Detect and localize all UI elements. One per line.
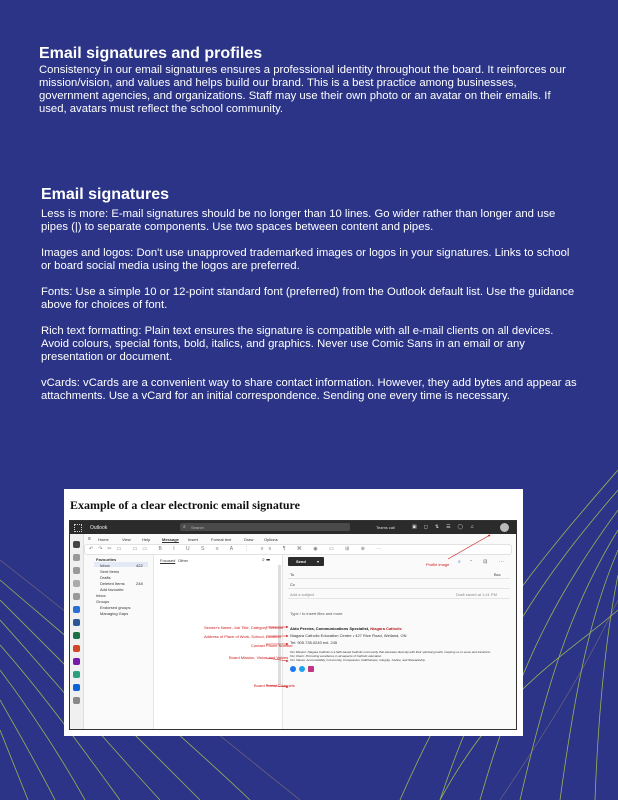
ribbon-command-icons: ↶↷✂▭ ▭▭ B I U S ≡ A ⋮ ≡≡ ¶ ⌘ ◉ ▭ ⊞ ⊕ ⋯: [89, 546, 387, 552]
tab-draw[interactable]: Draw: [244, 537, 254, 542]
signature-guidelines: [41, 208, 581, 416]
section-title-signatures: Email signatures: [41, 186, 170, 203]
signature-address: Niagara Catholic Education Centre • 427 Rice Road, Welland, ON: [290, 633, 407, 638]
tab-message[interactable]: Message: [162, 537, 179, 542]
body-placeholder[interactable]: Type / to insert files and more: [290, 611, 343, 616]
example-title: Example of a clear electronic email signature: [70, 498, 300, 512]
annotation-address: Address of Place of Work, School, Location: [204, 634, 281, 639]
zoom-icon[interactable]: ⌕: [458, 559, 461, 565]
annotation-social: Board Social Channels: [254, 683, 295, 688]
guideline-vcards: vCards: vCards are a convenient way to share contact information. However, they add bytes and appear as attachments. Use a vCard for an initial correspondence. Sending one every time is necessary.: [41, 377, 577, 402]
profiles-body-text: Consistency in our email signatures ensures a professional identity throughout the board. It reinforces our mission/vision, and values and helps build our brand. This is a best practice among businesses, government agencies, and organizations. Staff may use their own photo or an avatar on their emails. If used, avatars must reflect the school community.: [39, 64, 566, 115]
folder-add-favourite[interactable]: Add favourite: [100, 587, 124, 592]
signature-vision: Our Vision: Promoting excellence in all aspects of Catholic education.: [290, 654, 383, 658]
ribbon-menu-icon[interactable]: ≡: [88, 536, 91, 542]
guideline-images-logos: Images and logos: Don't use unapproved trademarked images or logos in your signatures. Links to school or board social media using the logos are preferred.: [41, 247, 570, 272]
tab-other[interactable]: Other: [178, 558, 189, 563]
bcc-link[interactable]: Bcc: [494, 572, 501, 577]
guideline-less-is-more: Less is more: E-mail signatures should be no longer than 10 lines. Go wider rather than longer and use pipes (|) to separate components. Use two spaces between content and pipes.: [41, 208, 556, 233]
folder-drafts[interactable]: Drafts: [100, 575, 111, 580]
to-label: To: [290, 572, 295, 577]
compose-icons: ᵔ ⊡ ⋯: [470, 559, 509, 565]
teams-call-button[interactable]: Teams call: [376, 525, 395, 530]
send-label: Send: [296, 559, 306, 564]
signature-org: Niagara Catholic: [370, 626, 402, 631]
folder-sent[interactable]: Sent Items: [100, 569, 120, 574]
tab-help[interactable]: Help: [142, 537, 151, 542]
folder-inbox-label: Inbox: [100, 563, 110, 568]
annotation-mission: Board Mission, Vision and Values: [229, 655, 289, 660]
folder-inbox-count: 422: [136, 563, 143, 568]
example-card: [64, 489, 523, 736]
tab-format-text[interactable]: Format text: [211, 537, 232, 542]
annotation-phone: Contact Phone Number: [251, 643, 293, 648]
annotation-arrows: [70, 521, 516, 729]
signature-name-line: Aldo Pereira, Communications Specialist,: [290, 626, 370, 631]
section-title-profiles: Email signatures and profiles: [39, 45, 263, 62]
tab-focused[interactable]: Focused: [160, 558, 176, 563]
guideline-fonts: Fonts: Use a simple 10 or 12-point standard font (preferred) from the Outlook default list. Use the guidance above for choices of font.: [41, 286, 575, 311]
tab-options[interactable]: Options: [264, 537, 278, 542]
folder-deleted-count: 248: [136, 581, 143, 586]
search-placeholder: Search: [191, 525, 204, 530]
outlook-screenshot: [69, 520, 517, 730]
group-endorsed[interactable]: Endorsed groups: [100, 605, 131, 610]
annotation-name: Sender's Name, Job Title, Category, Website: [204, 625, 284, 630]
profile-image-label: Profile image: [426, 562, 450, 567]
folder-deleted[interactable]: Deleted Items: [100, 581, 125, 586]
guideline-rich-text: Rich text formatting: Plain text ensures the signature is compatible with all e-mail clients on all devices. Avoid colours, special fonts, bold, italics, and graphics. Never use Comic Sans in an email or any presentation or document.: [41, 325, 554, 363]
app-name: Outlook: [90, 525, 108, 531]
subject-placeholder: Add a subject: [290, 592, 315, 597]
cc-label: Cc: [290, 582, 295, 587]
signature-values: Our Values: Accountability, Community, Compassion, Faithfulness, Integrity, Justice, and Stewardship.: [290, 658, 426, 662]
tab-home[interactable]: Home: [98, 537, 109, 542]
folders-header[interactable]: Favourites: [96, 557, 117, 562]
signature-phone: Tel: 905.735.0240 ext. 245: [290, 640, 338, 645]
search-icon: ⌕: [183, 524, 186, 530]
tab-view[interactable]: View: [122, 537, 131, 542]
tab-insert[interactable]: Insert: [188, 537, 199, 542]
groups-section[interactable]: Groups: [96, 599, 110, 604]
toolbar-icons: ▣◻⇅☰◯♫: [412, 524, 481, 530]
inbox-section[interactable]: Inbox: [96, 593, 106, 598]
signature-mission: Our Mission: Niagara Catholic is a faith-based Catholic community that educates diversity with their spiritual growth, inspiring us to serve and transform.: [290, 650, 492, 654]
filter-icon[interactable]: ⌕ ☰: [262, 557, 270, 563]
send-chevron-icon: ▾: [317, 559, 320, 564]
draft-status: Draft saved at 1:41 PM: [456, 592, 497, 597]
group-managing[interactable]: Managing Gaps: [100, 611, 129, 616]
